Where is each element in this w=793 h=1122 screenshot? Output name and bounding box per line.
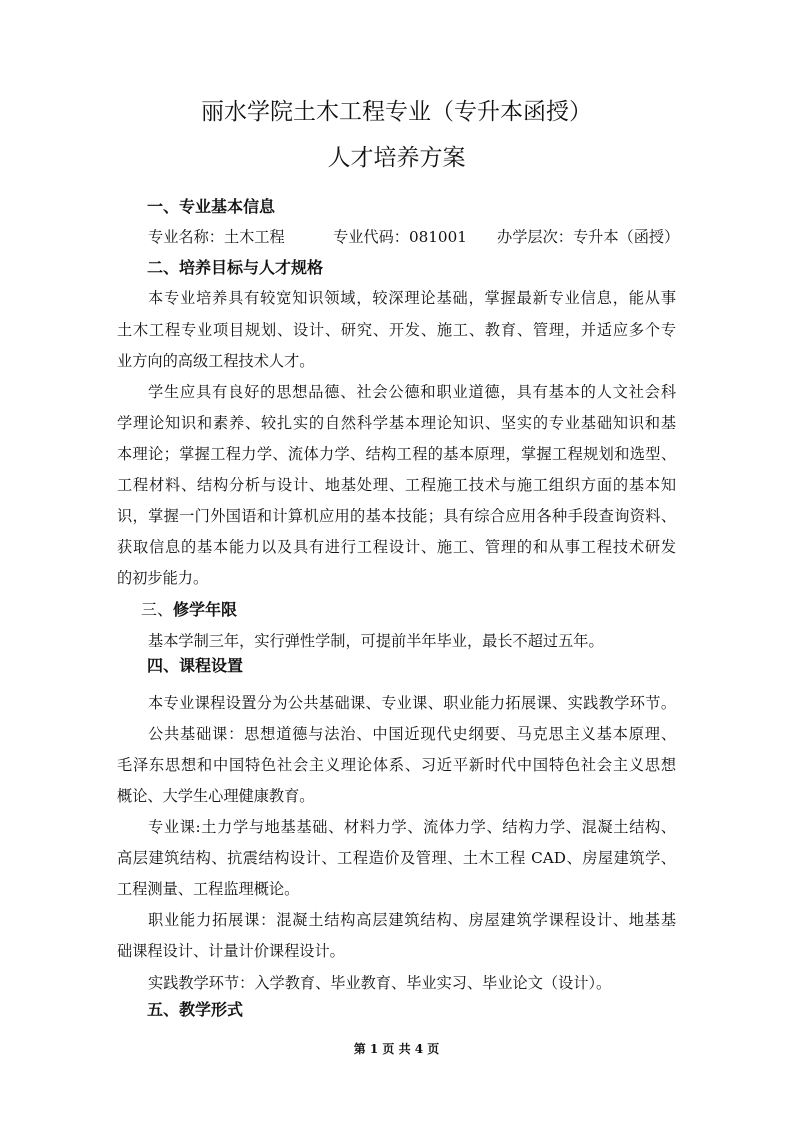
paragraph-line: 毛泽东思想和中国特色社会主义理论体系、习近平新时代中国特色社会主义思想 bbox=[117, 756, 676, 774]
paragraph-line: 公共基础课：思想道德与法治、中国近现代史纲要、马克思主义基本原理、 bbox=[148, 725, 676, 743]
paragraph-line: 本理论；掌握工程力学、流体力学、结构工程的基本原理，掌握工程规划和选型、 bbox=[117, 445, 676, 463]
section-heading-4: 四、课程设置 bbox=[147, 656, 244, 675]
paragraph-line: 础课程设计、计量计价课程设计。 bbox=[117, 942, 345, 960]
paragraph-line: 基本学制三年，实行弹性学制，可提前半年毕业，最长不超过五年。 bbox=[148, 632, 604, 650]
paragraph-line: 高层建筑结构、抗震结构设计、工程造价及管理、土木工程 CAD、房屋建筑学、 bbox=[117, 849, 676, 867]
major-name: 专业名称：土木工程 bbox=[148, 228, 285, 246]
heading-text: 修学年限 bbox=[173, 600, 238, 619]
heading-number: 三、 bbox=[141, 600, 174, 619]
paragraph-line: 土木工程专业项目规划、设计、研究、开发、施工、教育、管理，并适应多个专 bbox=[117, 321, 676, 339]
paragraph-line: 学生应具有良好的思想品德、社会公德和职业道德，具有基本的人文社会科 bbox=[148, 383, 676, 401]
section-heading-5: 五、教学形式 bbox=[147, 1000, 244, 1019]
major-code: 专业代码：081001 bbox=[333, 228, 467, 246]
paragraph-line: 业方向的高级工程技术人才。 bbox=[117, 352, 315, 370]
paragraph-line: 学理论知识和素养、较扎实的自然科学基本理论知识、坚实的专业基础知识和基 bbox=[117, 414, 676, 432]
paragraph-line: 识，掌握一门外国语和计算机应用的基本技能；具有综合应用各种手段查询资料、 bbox=[117, 507, 676, 525]
paragraph-line: 专业课:土力学与地基基础、材料力学、流体力学、结构力学、混凝土结构、 bbox=[148, 818, 676, 836]
paragraph-line: 工程材料、结构分析与设计、地基处理、工程施工技术与施工组织方面的基本知 bbox=[117, 476, 676, 494]
section-heading-3 bbox=[141, 600, 237, 620]
section-heading-2: 二、培养目标与人才规格 bbox=[147, 258, 324, 277]
paragraph-line: 职业能力拓展课：混凝土结构高层建筑结构、房屋建筑学课程设计、地基基 bbox=[148, 911, 676, 929]
document-title: 丽水学院土木工程专业（专升本函授） bbox=[201, 99, 592, 125]
paragraph-line: 获取信息的基本能力以及具有进行工程设计、施工、管理的和从事工程技术研发 bbox=[117, 538, 676, 556]
document-subtitle: 人才培养方案 bbox=[327, 145, 466, 171]
paragraph-line: 本专业培养具有较宽知识领域，较深理论基础，掌握最新专业信息，能从事 bbox=[148, 289, 676, 307]
page-number: 第 1 页 共 4 页 bbox=[353, 1042, 440, 1056]
paragraph-line: 工程测量、工程监理概论。 bbox=[117, 880, 300, 898]
paragraph-line: 概论、大学生心理健康教育。 bbox=[117, 787, 315, 805]
education-level: 办学层次：专升本（函授） bbox=[497, 228, 680, 246]
paragraph-line: 本专业课程设置分为公共基础课、专业课、职业能力拓展课、实践教学环节。 bbox=[148, 694, 676, 712]
paragraph-line: 的初步能力。 bbox=[117, 569, 209, 587]
section-heading-1: 一、专业基本信息 bbox=[147, 197, 276, 216]
paragraph-line: 实践教学环节：入学教育、毕业教育、毕业实习、毕业论文（设计）。 bbox=[148, 974, 612, 992]
